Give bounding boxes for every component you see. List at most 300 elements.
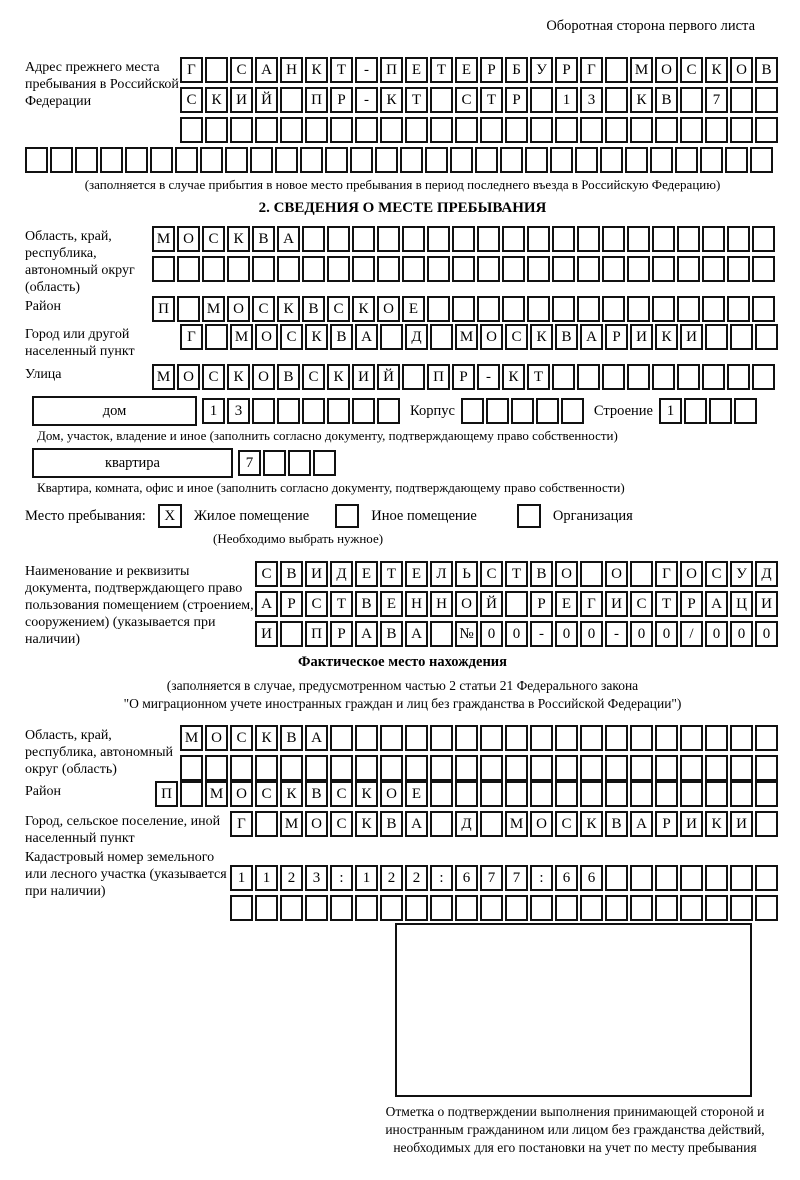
char-cell[interactable]: Е: [380, 591, 403, 617]
char-cell[interactable]: [655, 725, 678, 751]
char-cell[interactable]: К: [705, 57, 728, 83]
char-cell[interactable]: [625, 147, 648, 173]
char-cell[interactable]: [552, 226, 575, 252]
char-cell[interactable]: О: [377, 296, 400, 322]
char-cell[interactable]: 6: [455, 865, 478, 891]
char-cell[interactable]: 1: [255, 865, 278, 891]
char-cell[interactable]: [330, 895, 353, 921]
char-cell[interactable]: Т: [330, 57, 353, 83]
char-cell[interactable]: [652, 256, 675, 282]
char-cell[interactable]: В: [355, 591, 378, 617]
char-cell[interactable]: Е: [405, 57, 428, 83]
char-cell[interactable]: [480, 811, 503, 837]
char-cell[interactable]: И: [755, 591, 778, 617]
char-cell[interactable]: В: [277, 364, 300, 390]
char-cell[interactable]: [684, 398, 707, 424]
char-cell[interactable]: К: [227, 364, 250, 390]
char-cell[interactable]: 1: [355, 865, 378, 891]
char-cell[interactable]: [505, 725, 528, 751]
char-cell[interactable]: [730, 87, 753, 113]
char-cell[interactable]: [430, 87, 453, 113]
char-cell[interactable]: [680, 755, 703, 781]
char-cell[interactable]: О: [380, 781, 403, 807]
char-cell[interactable]: [477, 296, 500, 322]
char-cell[interactable]: С: [202, 364, 225, 390]
char-cell[interactable]: [280, 621, 303, 647]
char-cell[interactable]: [425, 147, 448, 173]
char-cell[interactable]: [75, 147, 98, 173]
char-cell[interactable]: [680, 725, 703, 751]
char-cell[interactable]: [630, 781, 653, 807]
char-cell[interactable]: [550, 147, 573, 173]
char-cell[interactable]: [677, 296, 700, 322]
char-cell[interactable]: С: [330, 811, 353, 837]
char-cell[interactable]: И: [605, 591, 628, 617]
char-cell[interactable]: [200, 147, 223, 173]
char-cell[interactable]: [480, 755, 503, 781]
char-cell[interactable]: [302, 226, 325, 252]
char-cell[interactable]: 7: [705, 87, 728, 113]
char-cell[interactable]: 1: [659, 398, 682, 424]
char-cell[interactable]: [230, 895, 253, 921]
char-cell[interactable]: [555, 895, 578, 921]
char-cell[interactable]: [430, 725, 453, 751]
char-cell[interactable]: [627, 226, 650, 252]
char-cell[interactable]: 0: [480, 621, 503, 647]
char-cell[interactable]: 0: [730, 621, 753, 647]
char-cell[interactable]: [277, 398, 300, 424]
char-cell[interactable]: [605, 755, 628, 781]
char-cell[interactable]: -: [530, 621, 553, 647]
char-cell[interactable]: 3: [305, 865, 328, 891]
char-cell[interactable]: Р: [330, 87, 353, 113]
char-cell[interactable]: [352, 398, 375, 424]
char-cell[interactable]: [300, 147, 323, 173]
char-cell[interactable]: [552, 364, 575, 390]
char-cell[interactable]: У: [730, 561, 753, 587]
char-cell[interactable]: №: [455, 621, 478, 647]
char-cell[interactable]: [430, 811, 453, 837]
char-cell[interactable]: С: [202, 226, 225, 252]
char-cell[interactable]: [530, 781, 553, 807]
char-cell[interactable]: С: [327, 296, 350, 322]
char-cell[interactable]: Й: [480, 591, 503, 617]
char-cell[interactable]: В: [280, 561, 303, 587]
char-cell[interactable]: Т: [405, 87, 428, 113]
char-cell[interactable]: [230, 755, 253, 781]
char-cell[interactable]: А: [630, 811, 653, 837]
char-cell[interactable]: [452, 226, 475, 252]
char-cell[interactable]: Т: [330, 591, 353, 617]
char-cell[interactable]: Г: [655, 561, 678, 587]
char-cell[interactable]: [452, 256, 475, 282]
char-cell[interactable]: Е: [355, 561, 378, 587]
char-cell[interactable]: [630, 725, 653, 751]
char-cell[interactable]: [705, 725, 728, 751]
char-cell[interactable]: [427, 256, 450, 282]
char-cell[interactable]: В: [380, 811, 403, 837]
char-cell[interactable]: [605, 895, 628, 921]
char-cell[interactable]: [655, 895, 678, 921]
char-cell[interactable]: А: [705, 591, 728, 617]
char-cell[interactable]: [705, 755, 728, 781]
char-cell[interactable]: [555, 755, 578, 781]
char-cell[interactable]: С: [680, 57, 703, 83]
char-cell[interactable]: В: [330, 324, 353, 350]
char-cell[interactable]: 0: [580, 621, 603, 647]
char-cell[interactable]: 6: [555, 865, 578, 891]
char-cell[interactable]: Д: [405, 324, 428, 350]
char-cell[interactable]: А: [305, 725, 328, 751]
char-cell[interactable]: К: [255, 725, 278, 751]
char-cell[interactable]: К: [705, 811, 728, 837]
char-cell[interactable]: Т: [380, 561, 403, 587]
char-cell[interactable]: Е: [402, 296, 425, 322]
char-cell[interactable]: [327, 398, 350, 424]
char-cell[interactable]: К: [580, 811, 603, 837]
char-cell[interactable]: [752, 296, 775, 322]
char-cell[interactable]: [752, 256, 775, 282]
char-cell[interactable]: Р: [655, 811, 678, 837]
char-cell[interactable]: [677, 226, 700, 252]
char-cell[interactable]: С: [280, 324, 303, 350]
char-cell[interactable]: [700, 147, 723, 173]
char-cell[interactable]: [680, 87, 703, 113]
char-cell[interactable]: [600, 147, 623, 173]
char-cell[interactable]: А: [355, 621, 378, 647]
char-cell[interactable]: А: [355, 324, 378, 350]
char-cell[interactable]: [500, 147, 523, 173]
char-cell[interactable]: [627, 256, 650, 282]
char-cell[interactable]: К: [305, 57, 328, 83]
char-cell[interactable]: [255, 117, 278, 143]
char-cell[interactable]: [461, 398, 484, 424]
char-cell[interactable]: И: [630, 324, 653, 350]
char-cell[interactable]: [227, 256, 250, 282]
char-cell[interactable]: А: [277, 226, 300, 252]
char-cell[interactable]: С: [302, 364, 325, 390]
char-cell[interactable]: П: [305, 87, 328, 113]
char-cell[interactable]: [330, 117, 353, 143]
char-cell[interactable]: И: [352, 364, 375, 390]
char-cell[interactable]: [561, 398, 584, 424]
char-cell[interactable]: [577, 364, 600, 390]
char-cell[interactable]: 1: [555, 87, 578, 113]
char-cell[interactable]: :: [330, 865, 353, 891]
char-cell[interactable]: [730, 324, 753, 350]
char-cell[interactable]: [430, 621, 453, 647]
char-cell[interactable]: [280, 117, 303, 143]
char-cell[interactable]: [275, 147, 298, 173]
char-cell[interactable]: [402, 364, 425, 390]
char-cell[interactable]: К: [352, 296, 375, 322]
char-cell[interactable]: [480, 781, 503, 807]
char-cell[interactable]: [352, 226, 375, 252]
char-cell[interactable]: [605, 781, 628, 807]
char-cell[interactable]: [730, 755, 753, 781]
char-cell[interactable]: [380, 117, 403, 143]
char-cell[interactable]: С: [630, 591, 653, 617]
char-cell[interactable]: [630, 117, 653, 143]
char-cell[interactable]: [455, 725, 478, 751]
char-cell[interactable]: [402, 226, 425, 252]
char-cell[interactable]: Н: [430, 591, 453, 617]
char-cell[interactable]: [302, 256, 325, 282]
char-cell[interactable]: [480, 895, 503, 921]
char-cell[interactable]: [330, 755, 353, 781]
char-cell[interactable]: К: [502, 364, 525, 390]
char-cell[interactable]: В: [252, 226, 275, 252]
char-cell[interactable]: С: [180, 87, 203, 113]
char-cell[interactable]: Р: [555, 57, 578, 83]
char-cell[interactable]: 3: [227, 398, 250, 424]
char-cell[interactable]: [502, 226, 525, 252]
char-cell[interactable]: С: [480, 561, 503, 587]
char-cell[interactable]: Р: [680, 591, 703, 617]
char-cell[interactable]: В: [605, 811, 628, 837]
char-cell[interactable]: 2: [280, 865, 303, 891]
char-cell[interactable]: [327, 256, 350, 282]
char-cell[interactable]: М: [280, 811, 303, 837]
char-cell[interactable]: О: [655, 57, 678, 83]
char-cell[interactable]: [580, 117, 603, 143]
char-cell[interactable]: М: [180, 725, 203, 751]
char-cell[interactable]: К: [530, 324, 553, 350]
char-cell[interactable]: Г: [180, 57, 203, 83]
char-cell[interactable]: В: [555, 324, 578, 350]
char-cell[interactable]: [205, 755, 228, 781]
char-cell[interactable]: Д: [455, 811, 478, 837]
char-cell[interactable]: 7: [480, 865, 503, 891]
char-cell[interactable]: О: [305, 811, 328, 837]
char-cell[interactable]: [675, 147, 698, 173]
char-cell[interactable]: [505, 117, 528, 143]
char-cell[interactable]: [580, 725, 603, 751]
char-cell[interactable]: [530, 87, 553, 113]
char-cell[interactable]: Е: [405, 561, 428, 587]
char-cell[interactable]: [730, 725, 753, 751]
char-cell[interactable]: К: [280, 781, 303, 807]
char-cell[interactable]: /: [680, 621, 703, 647]
char-cell[interactable]: М: [152, 226, 175, 252]
char-cell[interactable]: [255, 811, 278, 837]
char-cell[interactable]: [380, 755, 403, 781]
char-cell[interactable]: М: [630, 57, 653, 83]
char-cell[interactable]: А: [405, 811, 428, 837]
char-cell[interactable]: [552, 296, 575, 322]
char-cell[interactable]: [205, 57, 228, 83]
char-cell[interactable]: [605, 865, 628, 891]
char-cell[interactable]: И: [680, 324, 703, 350]
char-cell[interactable]: К: [355, 811, 378, 837]
char-cell[interactable]: О: [680, 561, 703, 587]
char-cell[interactable]: [755, 781, 778, 807]
char-cell[interactable]: [652, 226, 675, 252]
char-cell[interactable]: Л: [430, 561, 453, 587]
char-cell[interactable]: [25, 147, 48, 173]
char-cell[interactable]: [280, 755, 303, 781]
char-cell[interactable]: Й: [255, 87, 278, 113]
char-cell[interactable]: А: [255, 57, 278, 83]
char-cell[interactable]: [680, 865, 703, 891]
char-cell[interactable]: С: [255, 781, 278, 807]
char-cell[interactable]: [655, 781, 678, 807]
char-cell[interactable]: -: [477, 364, 500, 390]
char-cell[interactable]: Р: [480, 57, 503, 83]
char-cell[interactable]: [355, 725, 378, 751]
char-cell[interactable]: [125, 147, 148, 173]
char-cell[interactable]: Р: [605, 324, 628, 350]
char-cell[interactable]: [377, 226, 400, 252]
char-cell[interactable]: [702, 364, 725, 390]
char-cell[interactable]: П: [380, 57, 403, 83]
char-cell[interactable]: [627, 364, 650, 390]
char-cell[interactable]: [177, 296, 200, 322]
char-cell[interactable]: К: [305, 324, 328, 350]
char-cell[interactable]: [100, 147, 123, 173]
char-cell[interactable]: [605, 117, 628, 143]
char-cell[interactable]: [427, 296, 450, 322]
char-cell[interactable]: [430, 781, 453, 807]
char-cell[interactable]: [480, 725, 503, 751]
char-cell[interactable]: [555, 781, 578, 807]
char-cell[interactable]: М: [152, 364, 175, 390]
char-cell[interactable]: [325, 147, 348, 173]
char-cell[interactable]: [705, 865, 728, 891]
char-cell[interactable]: Н: [405, 591, 428, 617]
char-cell[interactable]: [725, 147, 748, 173]
char-cell[interactable]: С: [230, 57, 253, 83]
char-cell[interactable]: К: [630, 87, 653, 113]
char-cell[interactable]: В: [302, 296, 325, 322]
char-cell[interactable]: [305, 895, 328, 921]
char-cell[interactable]: [605, 725, 628, 751]
char-cell[interactable]: А: [580, 324, 603, 350]
char-cell[interactable]: [352, 256, 375, 282]
char-cell[interactable]: [630, 895, 653, 921]
char-cell[interactable]: [755, 755, 778, 781]
char-cell[interactable]: [752, 364, 775, 390]
char-cell[interactable]: А: [405, 621, 428, 647]
char-cell[interactable]: К: [277, 296, 300, 322]
char-cell[interactable]: [705, 117, 728, 143]
char-cell[interactable]: П: [305, 621, 328, 647]
char-cell[interactable]: Е: [555, 591, 578, 617]
char-cell[interactable]: [527, 296, 550, 322]
char-cell[interactable]: [555, 117, 578, 143]
char-cell[interactable]: [755, 865, 778, 891]
char-cell[interactable]: [430, 755, 453, 781]
char-cell[interactable]: Т: [480, 87, 503, 113]
char-cell[interactable]: С: [330, 781, 353, 807]
char-cell[interactable]: С: [255, 561, 278, 587]
char-cell[interactable]: [652, 364, 675, 390]
char-cell[interactable]: [230, 117, 253, 143]
char-cell[interactable]: [205, 324, 228, 350]
char-cell[interactable]: [655, 117, 678, 143]
char-cell[interactable]: [452, 296, 475, 322]
char-cell[interactable]: [277, 256, 300, 282]
char-cell[interactable]: [250, 147, 273, 173]
char-cell[interactable]: 1: [202, 398, 225, 424]
char-cell[interactable]: [702, 226, 725, 252]
char-cell[interactable]: Т: [505, 561, 528, 587]
char-cell[interactable]: Й: [377, 364, 400, 390]
char-cell[interactable]: Д: [330, 561, 353, 587]
char-cell[interactable]: [430, 117, 453, 143]
char-cell[interactable]: [730, 865, 753, 891]
char-cell[interactable]: 7: [238, 450, 261, 476]
char-cell[interactable]: [355, 117, 378, 143]
char-cell[interactable]: [455, 755, 478, 781]
char-cell[interactable]: Т: [527, 364, 550, 390]
char-cell[interactable]: К: [655, 324, 678, 350]
char-cell[interactable]: [288, 450, 311, 476]
char-cell[interactable]: [677, 364, 700, 390]
char-cell[interactable]: О: [177, 226, 200, 252]
char-cell[interactable]: Д: [755, 561, 778, 587]
char-cell[interactable]: [505, 755, 528, 781]
char-cell[interactable]: 2: [405, 865, 428, 891]
char-cell[interactable]: [450, 147, 473, 173]
char-cell[interactable]: О: [730, 57, 753, 83]
char-cell[interactable]: [630, 561, 653, 587]
char-cell[interactable]: С: [252, 296, 275, 322]
char-cell[interactable]: Р: [330, 621, 353, 647]
char-cell[interactable]: [380, 324, 403, 350]
char-cell[interactable]: [327, 226, 350, 252]
char-cell[interactable]: Е: [405, 781, 428, 807]
char-cell[interactable]: Б: [505, 57, 528, 83]
char-cell[interactable]: М: [505, 811, 528, 837]
char-cell[interactable]: [577, 226, 600, 252]
char-cell[interactable]: О: [555, 561, 578, 587]
char-cell[interactable]: [255, 755, 278, 781]
char-cell[interactable]: В: [530, 561, 553, 587]
char-cell[interactable]: [477, 256, 500, 282]
char-cell[interactable]: О: [255, 324, 278, 350]
char-cell[interactable]: М: [205, 781, 228, 807]
char-cell[interactable]: 0: [505, 621, 528, 647]
char-cell[interactable]: [730, 117, 753, 143]
char-cell[interactable]: [430, 324, 453, 350]
char-cell[interactable]: К: [227, 226, 250, 252]
char-cell[interactable]: С: [455, 87, 478, 113]
char-cell[interactable]: И: [255, 621, 278, 647]
char-cell[interactable]: [175, 147, 198, 173]
char-cell[interactable]: Г: [580, 591, 603, 617]
char-cell[interactable]: [755, 87, 778, 113]
char-cell[interactable]: П: [427, 364, 450, 390]
char-cell[interactable]: [536, 398, 559, 424]
char-cell[interactable]: Р: [280, 591, 303, 617]
char-cell[interactable]: [727, 364, 750, 390]
char-cell[interactable]: [152, 256, 175, 282]
char-cell[interactable]: [627, 296, 650, 322]
char-cell[interactable]: [350, 147, 373, 173]
char-cell[interactable]: 0: [655, 621, 678, 647]
char-cell[interactable]: [313, 450, 336, 476]
char-cell[interactable]: [505, 591, 528, 617]
char-cell[interactable]: В: [655, 87, 678, 113]
char-cell[interactable]: В: [755, 57, 778, 83]
char-cell[interactable]: [652, 296, 675, 322]
checkbox-organization[interactable]: [517, 504, 541, 528]
char-cell[interactable]: 0: [705, 621, 728, 647]
char-cell[interactable]: [552, 256, 575, 282]
char-cell[interactable]: [505, 895, 528, 921]
char-cell[interactable]: [705, 895, 728, 921]
